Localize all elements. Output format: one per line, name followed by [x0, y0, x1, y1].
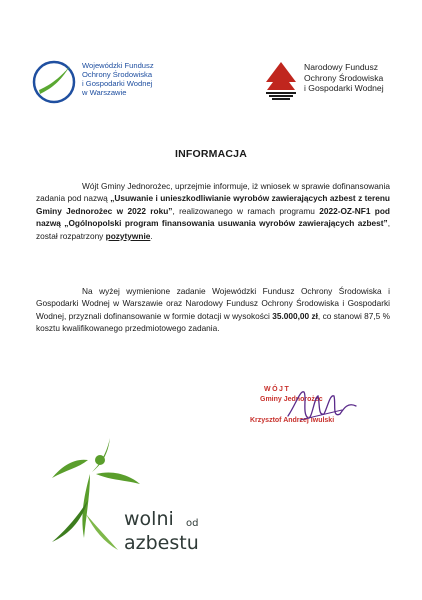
wfos-logo [30, 58, 210, 118]
wolni-od-azbestu-logo [40, 430, 220, 570]
logo-word-azbestu: azbestu [124, 532, 199, 554]
stamp-name: Krzysztof Andrzej Iwulski [250, 417, 335, 424]
logo-word-wolni: wolni [124, 508, 174, 530]
nfos-logo [262, 60, 412, 110]
nfos-line: Ochrony Środowiska [304, 72, 384, 83]
official-stamp [246, 384, 366, 434]
body-paragraph-2 [36, 285, 390, 335]
grant-amount: 35.000,00 zł [272, 310, 318, 321]
nfos-emblem-icon [262, 60, 300, 104]
stamp-office: Gminy Jednorożec [260, 396, 323, 403]
text-run: , został rozpatrzony [36, 218, 390, 241]
document-title: INFORMACJA [175, 148, 247, 160]
wfos-line: Wojewódzki Fundusz [82, 61, 154, 70]
text-run: . [150, 230, 153, 241]
wfos-name [82, 61, 154, 97]
wfos-emblem-icon [30, 58, 78, 106]
body-paragraph-1 [36, 180, 390, 242]
nfos-name [304, 62, 384, 94]
nfos-line: i Gospodarki Wodnej [304, 83, 384, 93]
text-run: Wójt Gminy Jednorożec, uprzejmie informuje, iż wniosek w sprawie dofinansowania zadania pod nazwą [36, 181, 390, 204]
text-run: , co stanowi 87,5 % kosztu kwalifikowanego przedmiotowego zadania. [36, 310, 390, 334]
decision-result: pozytywnie [105, 230, 151, 241]
wfos-line: w Warszawie [82, 88, 127, 97]
nfos-line: Narodowy Fundusz [304, 62, 379, 72]
text-run: , realizowanego w ramach programu [172, 205, 320, 216]
logo-word-od: od [186, 518, 199, 529]
wfos-line: Ochrony Środowiska [82, 70, 153, 79]
stamp-title: WÓJT [264, 386, 291, 393]
wfos-line: i Gospodarki Wodnej [82, 79, 153, 88]
handwritten-signature [282, 384, 362, 432]
program-name: 2022-OZ-NF1 pod nazwą „Ogólnopolski program finansowania usuwania wyrobów zawierających azbest” [36, 205, 390, 229]
text-run: Na wyżej wymienione zadanie Wojewódzki Fundusz Ochrony Środowiska i Gospodarki Wodnej w Warszawie oraz Narodowy Fundusz Ochrony Środowiska i Gospodarki Wodnej, przyznali dofinansowanie w formie dotacji w wysokości [36, 286, 390, 321]
task-name: „Usuwanie i unieszkodliwianie wyrobów zawierających azbest z terenu Gminy Jednorożec w 2022 roku” [36, 193, 391, 216]
